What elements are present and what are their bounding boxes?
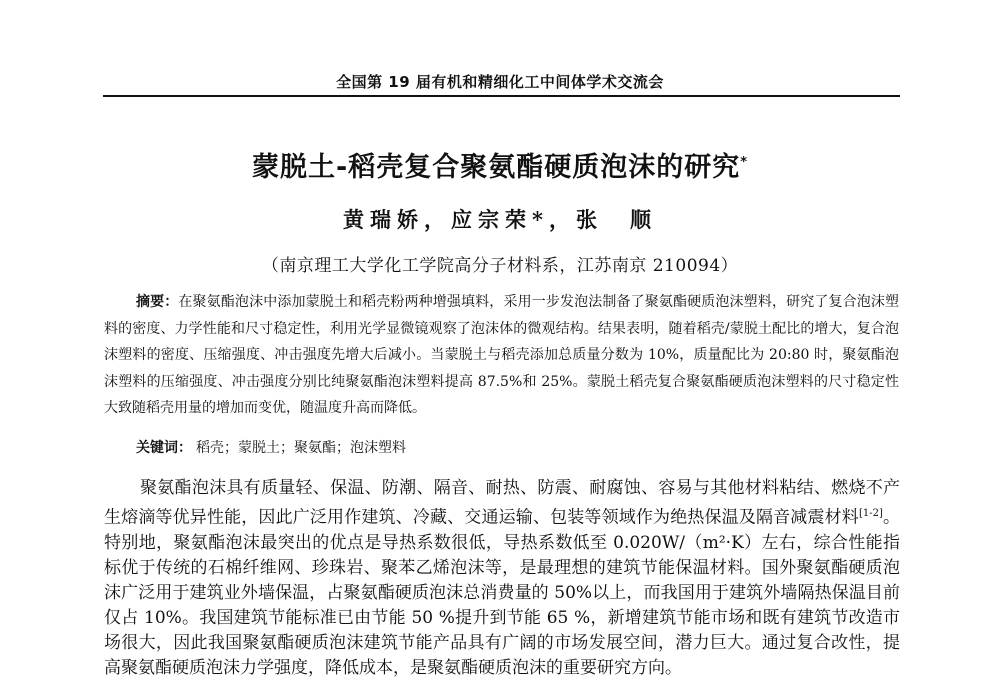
body-text-part1: 聚氨酯泡沫具有质量轻、保温、防潮、隔音、耐热、防震、耐腐蚀、容易与其他材料粘结、燃烧不产生熔滴等优异性能，因此广泛用作建筑、冷藏、交通运输、包装等领域作为绝热保温及隔音减震材料	[104, 478, 900, 528]
body-paragraph	[104, 476, 900, 681]
abstract-text: 在聚氨酯泡沫中添加蒙脱土和稻壳粉两种增强填料，采用一步发泡法制备了聚氨酯硬质泡沫塑料，研究了复合泡沫塑料的密度、力学性能和尺寸稳定性，利用光学显微镜观察了泡沫体的微观结构。结果表明，随着稻壳/蒙脱土配比的增大，复合泡沫塑料的密度、压缩强度、冲击强度先增大后减小。当蒙脱土与稻壳添加总质量分数为 10%，质量配比为 20:80 时，聚氨酯泡沫塑料的压缩强度、冲击强度分别比纯聚氨酯泡沫塑料提高 87.5%和 25%。蒙脱土稻壳复合聚氨酯硬质泡沫塑料的尺寸稳定性大致随稻壳用量的增加而变优，随温度升高而降低。	[104, 294, 900, 417]
affiliation: （南京理工大学化工学院高分子材料系，江苏南京 210094）	[261, 256, 739, 276]
keywords-label: 关键词：	[136, 440, 192, 456]
abstract-label: 摘要：	[136, 294, 179, 310]
keywords	[136, 436, 896, 460]
header-rule	[103, 95, 900, 97]
title-footnote-mark: *	[740, 155, 749, 170]
abstract	[104, 289, 899, 422]
citation-ref: [1-2]	[858, 508, 883, 519]
paper-title	[0, 145, 1000, 184]
conference-header: 全国第 19 届有机和精细化工中间体学术交流会	[336, 73, 664, 91]
keywords-text: 稻壳；蒙脱土；聚氨酯；泡沫塑料	[196, 440, 406, 456]
paper-title-text: 蒙脱土-稻壳复合聚氨酯硬质泡沫的研究	[251, 152, 741, 183]
authors: 黄瑞娇，应宗荣*，张 顺	[343, 207, 657, 232]
body-text-part2: 。特别地，聚氨酯泡沫最突出的优点是导热系数很低，导热系数低至 0.020W/（m²·K）左右，综合性能指标优于传统的石棉纤维网、珍珠岩、聚苯乙烯泡沫等，是最理想的建筑节能保温材料。国外聚氨酯硬质泡沫广泛用于建筑业外墙保温，占聚氨酯硬质泡沫总消费量的 50%以上，而我国用于建筑外墙隔热保温目前仅占 10%。我国建筑节能标准已由节能 50 %提升到节能 65 %，新增建筑节能市场和既有建筑节改造市场很大，因此我国聚氨酯硬质泡沫建筑节能产品具有广阔的市场发展空间，潜力巨大。通过复合改性，提高聚氨酯硬质泡沫力学强度，降低成本，是聚氨酯硬质泡沫的重要研究方向。	[104, 507, 901, 678]
